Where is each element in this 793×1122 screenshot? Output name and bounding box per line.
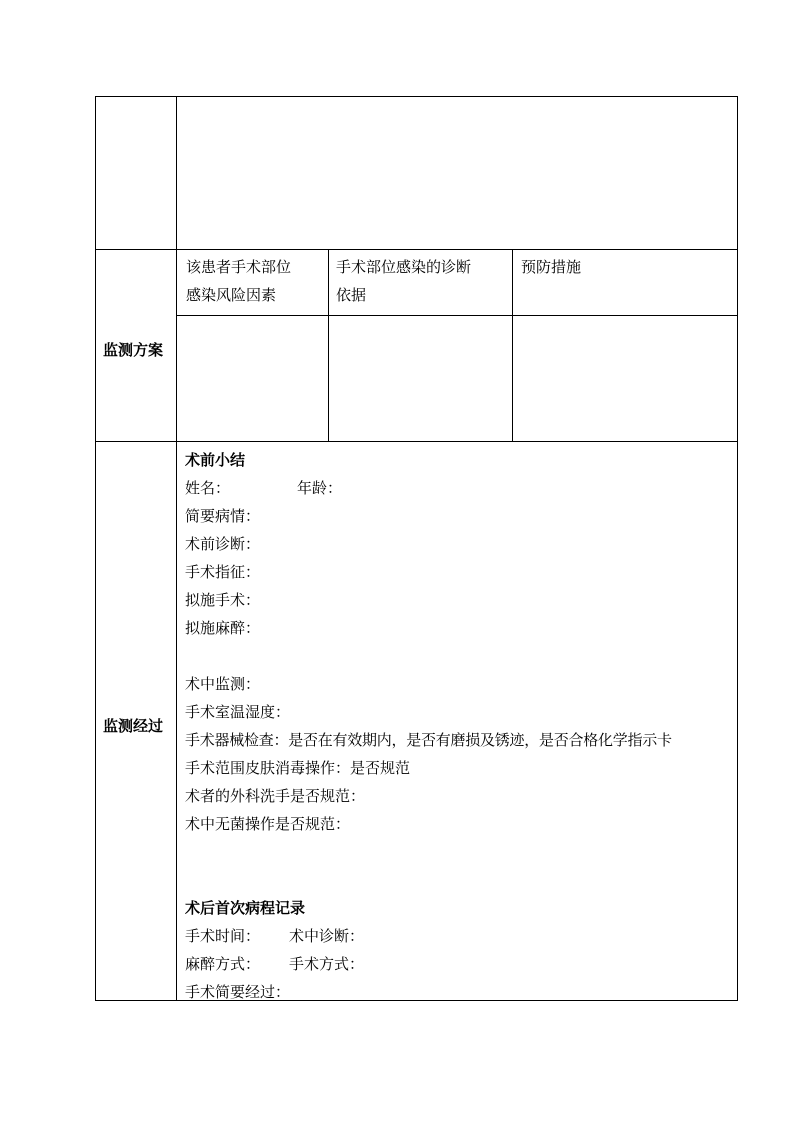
temp-humidity-label: 手术室温湿度： <box>185 703 291 721</box>
diagnosis-basis-header-line1: 手术部位感染的诊断 <box>336 258 472 276</box>
planned-anesthesia-label: 拟施麻醉： <box>185 619 261 637</box>
age-field-label: 年龄： <box>297 479 343 497</box>
risk-factors-header-line1: 该患者手术部位 <box>186 258 292 276</box>
name-field-label: 姓名： <box>185 479 231 497</box>
surgery-method-label: 手术方式： <box>289 955 365 973</box>
table-divider-label-column <box>176 96 177 1001</box>
table-divider-process-top <box>95 441 738 442</box>
preop-diagnosis-label: 术前诊断： <box>185 535 261 553</box>
anesthesia-method-label: 麻醉方式： <box>185 955 261 973</box>
aseptic-operation-label: 术中无菌操作是否规范： <box>185 815 351 833</box>
table-border-right <box>737 96 738 1001</box>
indication-label: 手术指征： <box>185 563 261 581</box>
instrument-check-label: 手术器械检查：是否在有效期内，是否有磨损及锈迹，是否合格化学指示卡 <box>185 731 672 749</box>
intraop-diagnosis-label: 术中诊断： <box>289 927 365 945</box>
monitoring-plan-label: 监测方案 <box>103 341 164 359</box>
risk-factors-header-line2: 感染风险因素 <box>186 286 277 304</box>
brief-process-label: 手术简要经过： <box>185 983 291 1001</box>
monitoring-process-label: 监测经过 <box>103 717 164 735</box>
table-border-top <box>95 96 738 97</box>
preop-summary-title: 术前小结 <box>185 451 246 469</box>
table-divider-plan-top <box>95 249 738 250</box>
table-border-left <box>95 96 96 1001</box>
surgery-time-label: 手术时间： <box>185 927 261 945</box>
table-divider-plan-col3 <box>512 249 513 442</box>
planned-surgery-label: 拟施手术： <box>185 591 261 609</box>
hand-washing-label: 术者的外科洗手是否规范： <box>185 787 366 805</box>
table-divider-plan-col2 <box>328 249 329 442</box>
skin-disinfection-label: 手术范围皮肤消毒操作：是否规范 <box>185 759 411 777</box>
diagnosis-basis-header-line2: 依据 <box>336 286 367 304</box>
prevention-header: 预防措施 <box>521 258 582 276</box>
intraop-monitoring-label: 术中监测： <box>185 675 261 693</box>
brief-condition-label: 简要病情： <box>185 507 261 525</box>
table-divider-plan-header <box>176 315 738 316</box>
postop-record-title: 术后首次病程记录 <box>185 899 306 917</box>
